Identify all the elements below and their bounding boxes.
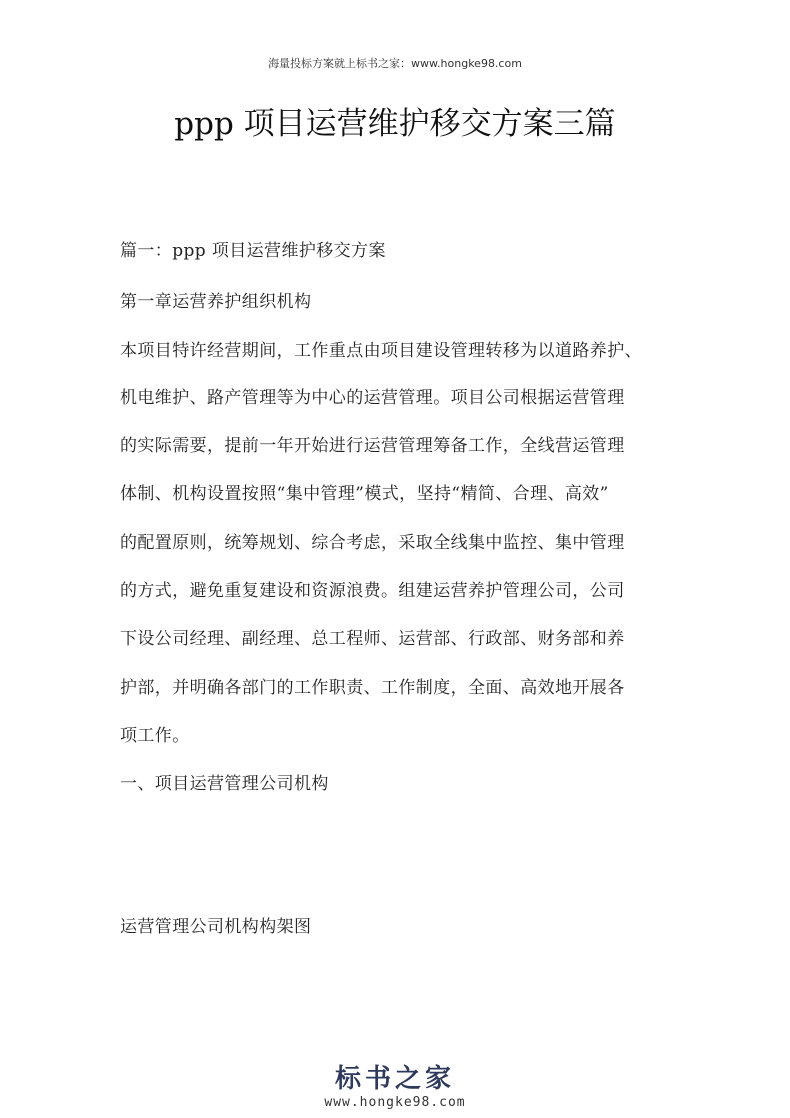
chapter-heading: 第一章运营养护组织机构: [120, 292, 312, 312]
paragraph-line: 下设公司经理、副经理、总工程师、运营部、行政部、财务部和养: [120, 629, 625, 649]
paragraph-line: 护部，并明确各部门的工作职责、工作制度，全面、高效地开展各: [120, 678, 625, 698]
logo-text: 标书之家: [334, 1064, 455, 1094]
paragraph-line: 的方式，避免重复建设和资源浪费。组建运营养护管理公司，公司: [120, 581, 625, 601]
footer-url: www.hongke98.com: [324, 1095, 466, 1110]
paragraph-line: 体制、机构设置按照“集中管理”模式，坚持“精简、合理、高效”: [120, 484, 609, 504]
subsection-heading: 一、项目运营管理公司机构: [120, 774, 329, 794]
figure-caption: 运营管理公司机构构架图: [120, 917, 312, 937]
paragraph-line: 本项目特许经营期间，工作重点由项目建设管理转移为以道路养护、: [120, 341, 642, 361]
paragraph-line: 的实际需要，提前一年开始进行运营管理筹备工作，全线营运管理: [120, 436, 625, 456]
paragraph-line: 机电维护、路产管理等为中心的运营管理。项目公司根据运营管理: [120, 388, 625, 408]
paragraph-line: 的配置原则，统筹规划、综合考虑，采取全线集中监控、集中管理: [120, 533, 625, 553]
document-title: ppp 项目运营维护移交方案三篇: [174, 106, 616, 142]
page-header: 海量投标方案就上标书之家：www.hongke98.com: [268, 57, 522, 70]
footer-logo: [0, 1058, 790, 1095]
section-heading: 篇一：ppp 项目运营维护移交方案: [120, 241, 386, 261]
paragraph-line: 项工作。: [120, 726, 190, 746]
